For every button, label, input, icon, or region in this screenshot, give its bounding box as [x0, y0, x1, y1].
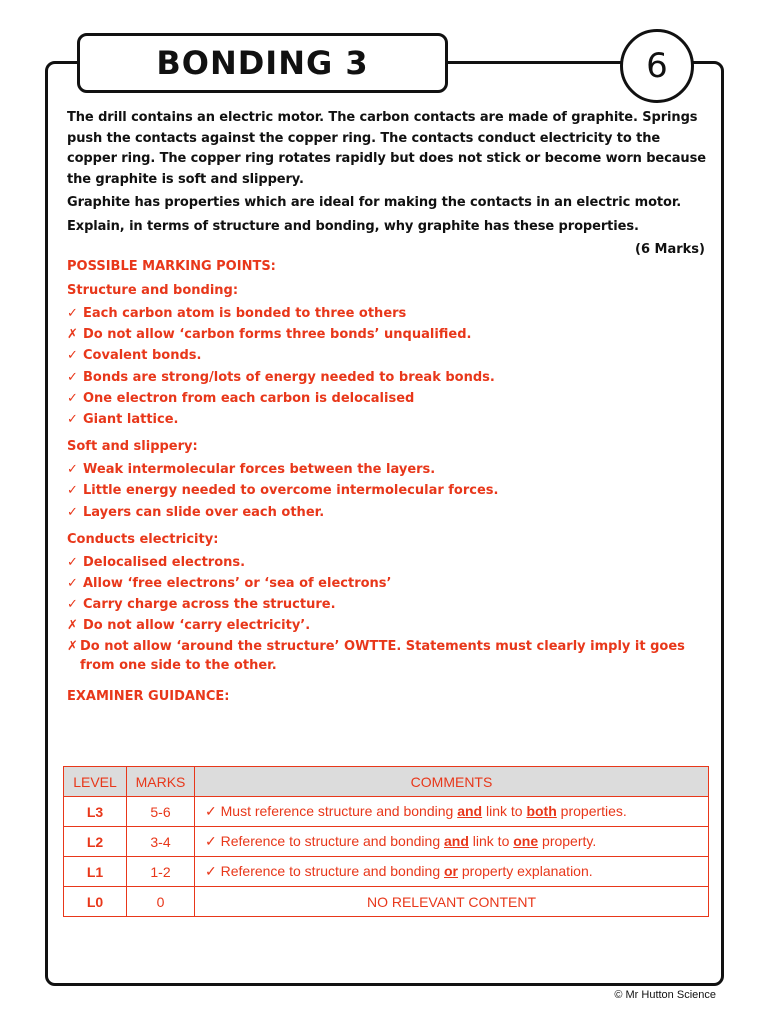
comment-text: Must reference structure and bonding — [220, 803, 458, 819]
list-item — [67, 367, 707, 388]
comment-text: property explanation. — [458, 863, 593, 879]
comment-text: property. — [538, 833, 597, 849]
point-text: Weak intermolecular forces between the layers. — [83, 462, 436, 478]
column-header-comments: COMMENTS — [195, 767, 709, 797]
table-row — [64, 887, 709, 917]
section-structure-bonding — [67, 283, 707, 430]
list-item — [67, 409, 707, 430]
tick-icon: ✓ — [67, 504, 78, 520]
list-item — [67, 345, 707, 366]
marks-cell: 1-2 — [127, 857, 195, 887]
tick-icon: ✓ — [67, 348, 78, 364]
cross-icon: ✗ — [67, 327, 78, 343]
keyword: one — [513, 833, 539, 849]
point-text: Do not allow ‘carry electricity’. — [83, 618, 311, 634]
marks-cell: 0 — [127, 887, 195, 917]
comment-cell — [195, 797, 709, 827]
cross-icon: ✗ — [67, 638, 78, 654]
list-item — [67, 594, 707, 615]
table-header-row — [64, 767, 709, 797]
level-cell: L2 — [64, 827, 127, 857]
keyword: or — [444, 863, 458, 879]
level-cell: L3 — [64, 797, 127, 827]
keyword: both — [526, 803, 557, 819]
tick-icon: ✓ — [205, 833, 217, 849]
tick-icon: ✓ — [205, 863, 217, 879]
cross-icon: ✗ — [67, 618, 78, 634]
list-item — [67, 324, 707, 345]
column-header-marks: MARKS — [127, 767, 195, 797]
list-item — [67, 480, 707, 501]
section-title: Structure and bonding: — [67, 283, 239, 298]
content — [67, 108, 707, 704]
question-number: 6 — [646, 46, 668, 86]
comment-text: link to — [482, 803, 527, 819]
comment-cell — [195, 857, 709, 887]
marks-cell: 3-4 — [127, 827, 195, 857]
point-text: Layers can slide over each other. — [83, 504, 325, 520]
point-text: Covalent bonds. — [83, 348, 202, 364]
title-box — [77, 33, 448, 93]
table-row — [64, 857, 709, 887]
intro-paragraph-3: Explain, in terms of structure and bonding, why graphite has these properties. — [67, 218, 639, 234]
column-header-level: LEVEL — [64, 767, 127, 797]
list-item — [67, 552, 707, 573]
marks-cell: 5-6 — [127, 797, 195, 827]
section-conducts-electricity — [67, 532, 707, 675]
table-row — [64, 797, 709, 827]
point-text: Do not allow ‘carbon forms three bonds’ unqualified. — [83, 327, 472, 343]
comment-text: link to — [468, 833, 514, 849]
point-text: One electron from each carbon is delocalised — [83, 390, 415, 406]
question-text — [67, 108, 707, 257]
intro-paragraph-1: The drill contains an electric motor. The carbon contacts are made of graphite. Springs push the contacts against the copper ring. The contacts conduct electricity to the copper ring. The copper ring rotates rapidly but does not stick or become worn because the graphite is soft and slippery. — [67, 110, 706, 187]
list-item — [67, 573, 707, 594]
tick-icon: ✓ — [67, 554, 78, 570]
tick-icon: ✓ — [67, 390, 78, 406]
examiner-guidance-heading: EXAMINER GUIDANCE: — [67, 688, 230, 704]
section-title: Conducts electricity: — [67, 531, 219, 547]
point-text: Allow ‘free electrons’ or ‘sea of electrons’ — [83, 576, 392, 592]
list-item — [67, 388, 707, 409]
tick-icon: ✓ — [67, 369, 78, 385]
comment-text: Reference to structure and bonding — [220, 863, 444, 879]
list-item — [67, 303, 707, 324]
list-item — [67, 502, 707, 523]
intro-paragraph-2: Graphite has properties which are ideal for making the contacts in an electric motor. — [67, 195, 682, 210]
level-cell: L1 — [64, 857, 127, 887]
list-item — [67, 637, 707, 675]
comment-cell — [195, 827, 709, 857]
page-title: BONDING 3 — [156, 44, 369, 82]
section-title: Soft and slippery: — [67, 439, 198, 455]
table-row — [64, 827, 709, 857]
tick-icon: ✓ — [67, 576, 78, 592]
tick-icon: ✓ — [67, 462, 78, 478]
section-soft-slippery — [67, 439, 707, 523]
keyword: and — [444, 833, 469, 849]
keyword: and — [457, 803, 483, 819]
tick-icon: ✓ — [67, 597, 78, 613]
tick-icon: ✓ — [67, 306, 78, 321]
list-item — [67, 615, 707, 636]
point-text: Giant lattice. — [83, 412, 179, 428]
tick-icon: ✓ — [67, 483, 78, 499]
level-cell: L0 — [64, 887, 127, 917]
tick-icon: ✓ — [67, 412, 78, 428]
question-number-badge — [620, 29, 694, 103]
comment-cell: NO RELEVANT CONTENT — [195, 887, 709, 917]
comment-text: properties. — [556, 803, 627, 819]
marking-points-heading: POSSIBLE MARKING POINTS: — [67, 259, 276, 274]
point-text: Do not allow ‘around the structure’ OWTTE. Statements must clearly imply it goes from one side to the other. — [80, 638, 685, 673]
point-text: Carry charge across the structure. — [83, 597, 336, 613]
point-text: Delocalised electrons. — [83, 554, 246, 570]
point-text: Little energy needed to overcome intermolecular forces. — [83, 483, 499, 499]
list-item — [67, 459, 707, 480]
copyright-footer: © Mr Hutton Science — [614, 989, 716, 1001]
guidance-table — [63, 766, 709, 917]
tick-icon: ✓ — [205, 803, 217, 819]
marks-total: (6 Marks) — [635, 242, 705, 257]
point-text: Bonds are strong/lots of energy needed to break bonds. — [83, 369, 495, 385]
comment-text: Reference to structure and bonding — [220, 833, 444, 849]
point-text: Each carbon atom is bonded to three others — [83, 306, 407, 321]
